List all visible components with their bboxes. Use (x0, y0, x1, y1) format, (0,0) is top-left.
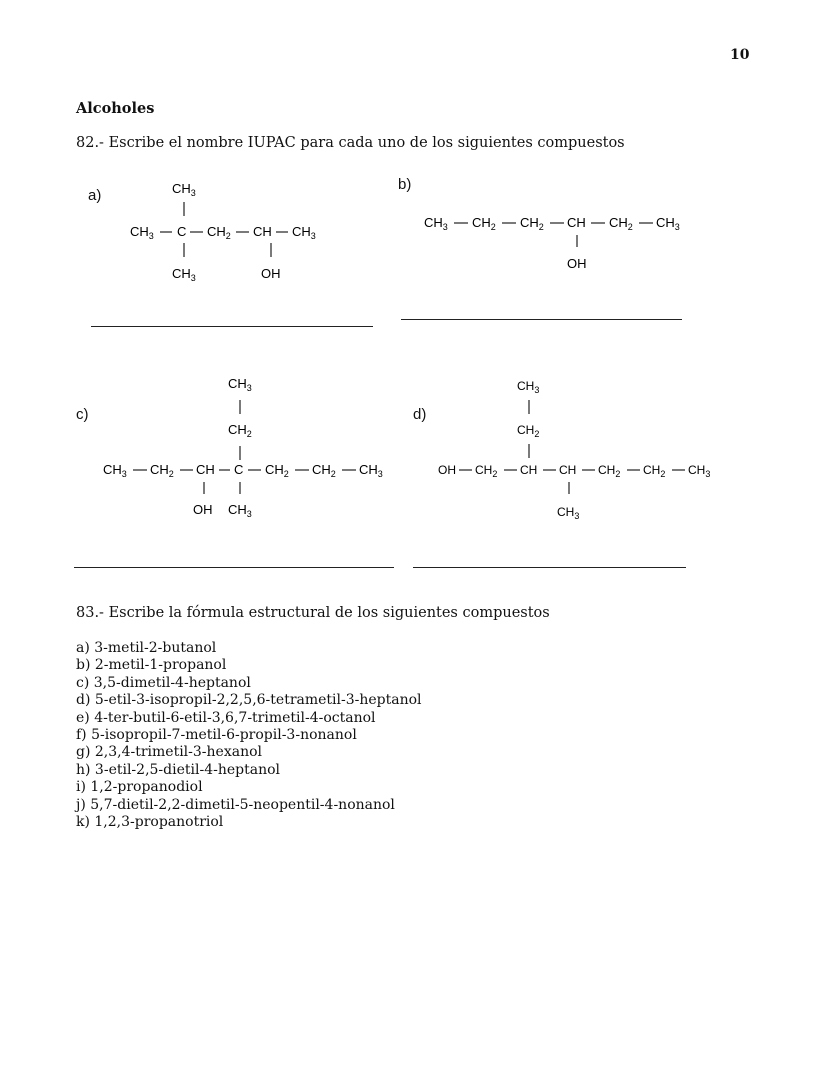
structure-d-diagram (435, 372, 725, 522)
list-item: i) 1,2-propanodiol (76, 779, 203, 796)
svg-text:CH3: $CH_3$ (359, 462, 383, 479)
svg-text:CH3: $CH_3$ (656, 215, 680, 232)
compound-list (76, 640, 422, 831)
question-82-prompt: 82.- Escribe el nombre IUPAC para cada uno de los siguientes compuestos (76, 135, 625, 151)
section-title: Alcoholes (76, 100, 155, 117)
structure-a-diagram (120, 175, 350, 285)
svg-text:OH: OH (567, 256, 587, 271)
list-item: e) 4-ter-butil-6-etil-3,6,7-trimetil-4-octanol (76, 709, 376, 726)
svg-text:CH3: $CH_3$ (292, 224, 316, 241)
answer-line-b[interactable] (401, 319, 682, 320)
svg-text:CH2: $CH_2$ (150, 462, 174, 479)
svg-text:CH3: $CH_3$ (172, 266, 196, 283)
answer-line-c[interactable] (74, 567, 394, 568)
svg-text:OH: OH (193, 502, 213, 517)
svg-text:CH2: $CH_2$ (265, 462, 289, 479)
svg-text:CH2: $CH_2$ (643, 463, 666, 479)
svg-text:CH2: $CH_2$ (609, 215, 633, 232)
svg-text:CH3: $CH_3$ (688, 463, 711, 479)
svg-text:CH3: $CH_3$ (228, 376, 252, 393)
list-item: f) 5-isopropil-7-metil-6-propil-3-nonanol (76, 727, 357, 744)
svg-text:CH2: $CH_2$ (472, 215, 496, 232)
svg-text:CH3: $CH_3$ (424, 215, 448, 232)
structure-c-label: c) (76, 406, 89, 423)
structure-c-diagram (100, 370, 390, 520)
page-number: 10 (730, 47, 750, 63)
svg-text:CH: CH (559, 463, 577, 477)
svg-text:CH2: $CH_2$ (520, 215, 544, 232)
svg-text:CH2: $CH_2$ (598, 463, 621, 479)
svg-text:OH: OH (261, 266, 281, 281)
svg-text:CH: CH (567, 215, 586, 230)
svg-text:CH: CH (253, 224, 272, 239)
list-item: b) 2-metil-1-propanol (76, 657, 227, 674)
list-item: g) 2,3,4-trimetil-3-hexanol (76, 744, 262, 761)
svg-text:CH2: $CH_2$ (228, 422, 252, 439)
structure-a-label: a) (88, 187, 102, 204)
svg-text:C: C (177, 224, 187, 239)
list-item: a) 3-metil-2-butanol (76, 640, 217, 656)
question-83-prompt: 83.- Escribe la fórmula estructural de los siguientes compuestos (76, 605, 550, 621)
list-item: h) 3-etil-2,5-dietil-4-heptanol (76, 761, 280, 778)
svg-text:CH2: $CH_2$ (312, 462, 336, 479)
svg-text:CH3: $CH_3$ (130, 224, 154, 241)
svg-text:OH: OH (438, 463, 456, 477)
structure-d-label: d) (413, 406, 427, 423)
svg-text:CH3: $CH_3$ (557, 505, 580, 521)
svg-text:CH: CH (520, 463, 538, 477)
svg-text:C: C (234, 462, 244, 477)
svg-text:CH3: $CH_3$ (228, 502, 252, 519)
svg-text:CH2: $CH_2$ (517, 423, 540, 439)
list-item: k) 1,2,3-propanotriol (76, 814, 224, 831)
svg-text:CH3: $CH_3$ (103, 462, 127, 479)
svg-text:CH3: $CH_3$ (172, 181, 196, 198)
svg-text:CH3: $CH_3$ (517, 379, 540, 395)
list-item: d) 5-etil-3-isopropil-2,2,5,6-tetrametil-3-heptanol (76, 692, 422, 709)
list-item: c) 3,5-dimetil-4-heptanol (76, 674, 251, 691)
svg-text:CH: CH (196, 462, 215, 477)
svg-text:CH2: $CH_2$ (475, 463, 498, 479)
answer-line-a[interactable] (91, 326, 373, 327)
list-item: j) 5,7-dietil-2,2-dimetil-5-neopentil-4-nonanol (76, 796, 395, 813)
answer-line-d[interactable] (413, 567, 686, 568)
structure-b-diagram (420, 205, 700, 275)
svg-text:CH2: $CH_2$ (207, 224, 231, 241)
structure-b-label: b) (398, 176, 412, 193)
